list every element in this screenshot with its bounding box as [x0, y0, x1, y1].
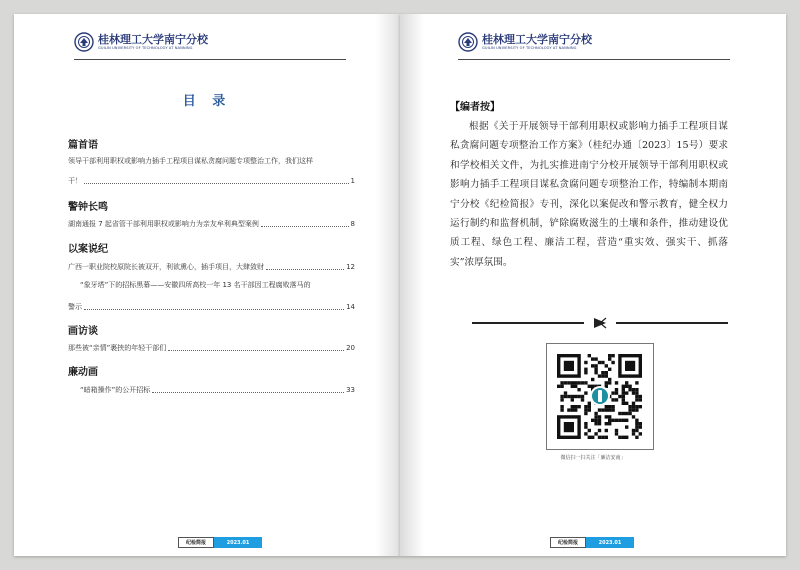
footer-label: 纪检简报 [550, 537, 586, 548]
right-page [400, 14, 786, 556]
footer-label: 纪检简报 [178, 537, 214, 548]
toc-page-number: 14 [346, 303, 355, 311]
toc-entry[interactable] [68, 156, 355, 186]
qr-code-frame [546, 343, 654, 450]
toc-entry[interactable] [68, 343, 355, 353]
school-name-en: GUILIN UNIVERSITY OF TECHNOLOGY AT NANNING [482, 45, 577, 50]
toc-leader [266, 269, 344, 270]
toc-page-number: 20 [346, 344, 355, 352]
toc-section-title: 廉动画 [68, 367, 98, 378]
toc-entry-text-cont: 干！ [68, 177, 82, 185]
toc-entry-text: 广西一职业院校原院长被双开，利欲熏心，插手项目，大肆敛财 [68, 263, 264, 271]
toc-entry-text: 那些被“亲情”裹挟的年轻干部们 [68, 344, 167, 352]
toc-entry-text: 湖南通报 7 起省管干部利用职权或影响力为亲友牟利典型案例 [68, 220, 259, 228]
left-page [14, 14, 400, 556]
page-footer [178, 537, 262, 548]
footer-date: 2023.01 [586, 537, 634, 548]
toc-page-number: 1 [350, 177, 355, 185]
editor-note-body: 根据《关于开展领导干部利用职权或影响力插手工程项目谋私贪腐问题专项整治工作方案》（桂纪办通〔2023〕15号）要求和学校相关文件，为扎实推进南宁分校开展领导干部利用职权或影响力插手工程项目谋私贪腐问题专项整治工作，特编制本期南宁分校《纪检简报》专刊，深化以案促改和警示教育，健全权力运行制约和监督机制，铲除腐败滋生的土壤和条件，推动建设优质工程、绿色工程、廉洁工程，营造“重实效、强实干、抓落实”浓厚氛围。 [450, 121, 728, 268]
page-header [458, 30, 592, 54]
toc-leader [168, 350, 344, 351]
school-emblem-icon [458, 32, 478, 52]
ornament-divider [472, 317, 728, 329]
qr-caption: 微信扫一扫关注「廉洁安南」 [560, 455, 626, 461]
toc-leader [261, 226, 349, 227]
toc-entry[interactable] [68, 262, 355, 272]
toc-page-number: 8 [350, 220, 355, 228]
toc-section-title: 篇首语 [68, 140, 98, 151]
school-emblem-icon [74, 32, 94, 52]
toc-entry[interactable] [68, 280, 355, 312]
school-name-cn: 桂林理工大学南宁分校 [482, 32, 592, 46]
toc-title: 目 录 [182, 94, 232, 109]
toc-section-title: 以案说纪 [68, 244, 108, 255]
page-header [74, 30, 208, 54]
school-name-cn: 桂林理工大学南宁分校 [98, 32, 208, 46]
page-footer [550, 537, 634, 548]
toc-entry-text: “暗箱操作”的公开招标 [80, 386, 151, 394]
toc-entry-text: “象牙塔”下的招标黑幕——安徽四所高校一年 13 名干部因工程腐败落马的 [80, 281, 311, 289]
header-divider [74, 59, 346, 60]
toc-leader [84, 183, 349, 184]
toc-entry-text-cont: 警示 [68, 303, 82, 311]
toc-section-title: 警钟长鸣 [68, 202, 108, 213]
toc-leader [84, 309, 344, 310]
toc-leader [152, 392, 344, 393]
toc-section-title: 画访谈 [68, 326, 98, 337]
toc-page-number: 33 [346, 386, 355, 394]
toc-entry-text: 领导干部利用职权或影响力插手工程项目谋私贪腐问题专项整治工作，我们这样 [68, 157, 313, 165]
footer-date: 2023.01 [214, 537, 262, 548]
header-divider [458, 59, 730, 60]
toc-entry[interactable] [68, 219, 355, 229]
qr-code-icon [547, 344, 653, 449]
toc-entry[interactable] [68, 385, 355, 395]
editor-note-heading: 【编者按】 [450, 102, 500, 113]
toc-page-number: 12 [346, 263, 355, 271]
school-name-en: GUILIN UNIVERSITY OF TECHNOLOGY AT NANNING [98, 45, 193, 50]
